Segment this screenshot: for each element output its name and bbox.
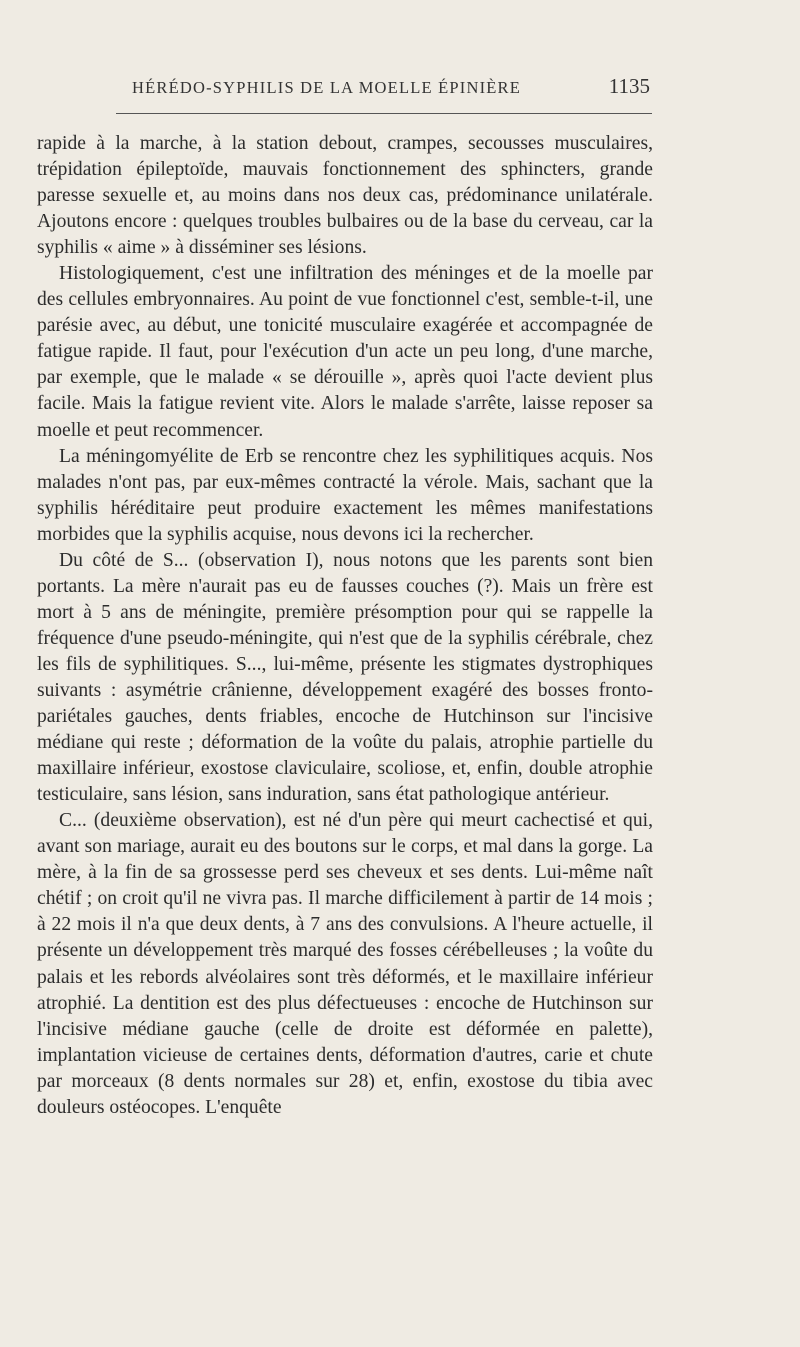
page-number: 1135 xyxy=(608,74,650,98)
paragraph: Histologiquement, c'est une infiltration des méninges et de la moelle par des cellules embryonnaires. Au point de vue fonctionnel c'est, semble-t-il, une parésie avec, au début, une tonicité musculaire exagérée et accompagnée de fatigue rapide. Il faut, pour l'exécution d'un acte un peu long, d'une marche, par exemple, que le malade « se dérouille », après quoi l'acte devient plus facile. Mais la fatigue revient vite. Alors le malade s'arrête, laisse reposer sa moelle et peut recommencer. xyxy=(37,263,653,441)
body-text xyxy=(37,131,653,1121)
header-rule xyxy=(116,113,652,114)
paragraph: C... (deuxième observation), est né d'un père qui meurt cachectisé et qui, avant son mariage, aurait eu des boutons sur le corps, et mal dans la gorge. La mère, à la fin de sa grossesse perd ses cheveux et ses dents. Lui-même naît chétif ; on croit qu'il ne vivra pas. Il marche difficilement à partir de 14 mois ; à 22 mois il n'a que deux dents, à 7 ans des convulsions. A l'heure actuelle, il présente un développement très marqué des fosses cérébelleuses ; la voûte du palais et les rebords alvéolaires sont très déformés, et le maxillaire inférieur atrophié. La dentition est des plus défectueuses : encoche de Hutchinson sur l'incisive médiane gauche (celle de droite est déformée en palette), implantation vicieuse de certaines dents, déformation d'autres, carie et chute par morceaux (8 dents normales sur 28) et, enfin, exostose du tibia avec douleurs ostéocopes. L'enquête xyxy=(37,810,653,1118)
paragraph: La méningomyélite de Erb se rencontre chez les syphilitiques acquis. Nos malades n'ont pas, par eux-mêmes contracté la vérole. Mais, sachant que la syphilis héréditaire peut produire exactement les mêmes manifestations morbides que la syphilis acquise, nous devons ici la rechercher. xyxy=(37,445,653,545)
paragraph: rapide à la marche, à la station debout, crampes, secousses musculaires, trépidation épileptoïde, mauvais fonctionnement des sphincters, grande paresse sexuelle et, au moins dans nos deux cas, prédominance unilatérale. Ajoutons encore : quelques troubles bulbaires ou de la base du cerveau, car la syphilis « aime » à disséminer ses lésions. xyxy=(37,133,653,259)
running-title: HÉRÉDO-SYPHILIS DE LA MOELLE ÉPINIÈRE xyxy=(132,78,522,97)
paragraph: Du côté de S... (observation I), nous notons que les parents sont bien portants. La mère n'aurait pas eu de fausses couches (?). Mais un frère est mort à 5 ans de méningite, première présomption pour qui se rappelle la fréquence d'une pseudo-méningite, qui n'est que de la syphilis cérébrale, chez les fils de syphilitiques. S..., lui-même, présente les stigmates dystrophiques suivants : asymétrie crânienne, développement exagéré des bosses fronto-pariétales gauches, dents friables, encoche de Hutchinson sur l'incisive médiane qui reste ; déformation de la voûte du palais, atrophie partielle du maxillaire inférieur, exostose claviculaire, scoliose, et, enfin, double atrophie testiculaire, sans lésion, sans induration, sans état pathologique antérieur. xyxy=(37,549,653,806)
page-header xyxy=(116,74,656,102)
